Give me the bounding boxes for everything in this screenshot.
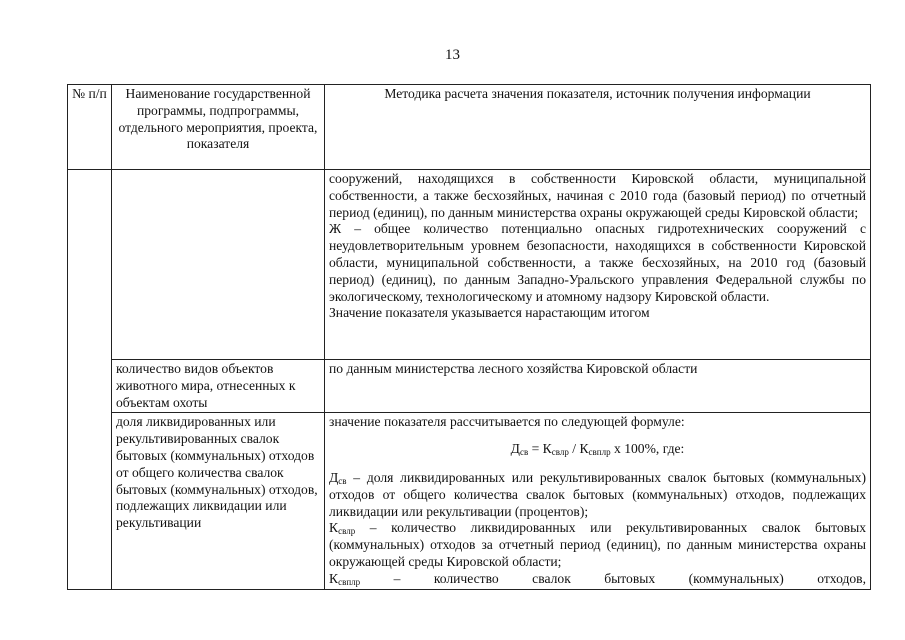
- formula-intro: значение показателя рассчитывается по следующей формуле:: [329, 414, 685, 430]
- method-paragraph: сооружений, находящихся в собственности Кировской области, муниципальной собственности, а также бесхозяйных, начиная с 2010 года (базовый период) по отчетный период (единиц), по данным министерства охраны окружающей среды Кировской области;: [329, 171, 866, 220]
- row-name-cell: доля ликвидированных или рекультивированных свалок бытовых (коммунальных) отходов от общего количества свалок бытовых (коммунальных) отходов, подлежащих ликвидации или рекультивации: [112, 413, 325, 589]
- definition-d: $Д_{св}$ – доля ликвидированных или рекультивированных свалок бытовых (коммунальных) отходов от общего количества свалок бытовых (коммунальных) отходов, подлежащих ликвидации или рекультивации (процентов);: [329, 469, 866, 519]
- header-method: Методика расчета значения показателя, источник получения информации: [325, 85, 871, 170]
- method-paragraph: Значение показателя указывается нарастающим итогом: [329, 305, 650, 321]
- table-row: [68, 170, 871, 360]
- row-method-cell: [325, 413, 871, 589]
- method-paragraph: Ж – общее количество потенциально опасных гидротехнических сооружений с неудовлетворительным уровнем безопасности, находящихся в собственности Кировской области, муниципальной собственности, а также бесхозяйных, на 2010 год (базовый период) (единиц), по данным Западно-Уральского управления Федеральной службы по экологическому, технологическому и атомному надзору Кировской области.: [329, 221, 866, 304]
- table-header-row: [68, 85, 871, 170]
- header-name: Наименование государственной программы, подпрограммы, отдельного мероприятия, проекта, показателя: [112, 85, 325, 170]
- indicators-table: [67, 84, 871, 590]
- row-name-cell: [112, 170, 325, 360]
- row-name-cell: количество видов объектов животного мира, отнесенных к объектам охоты: [112, 360, 325, 413]
- row-number-cell: [68, 170, 112, 590]
- page-number: 13: [445, 47, 460, 63]
- definition-k-lr: $К_{свлр}$ – количество ликвидированных или рекультивированных свалок бытовых (коммунальных) отходов за отчетный период (единиц), по данным министерства охраны окружающей среды Кировской области;: [329, 520, 866, 569]
- definition-k-plr: $К_{свплр}$ – количество свалок бытовых (коммунальных) отходов,: [329, 570, 866, 587]
- row-method-cell: [325, 170, 871, 360]
- header-number: № п/п: [68, 85, 112, 170]
- table-row: [68, 360, 871, 413]
- row-method-cell: по данным министерства лесного хозяйства Кировской области: [325, 360, 871, 413]
- table-row: [68, 413, 871, 589]
- formula: $Д_{св} = К_{свлр} / К_{свплр}$ x 100%, где:: [510, 441, 685, 458]
